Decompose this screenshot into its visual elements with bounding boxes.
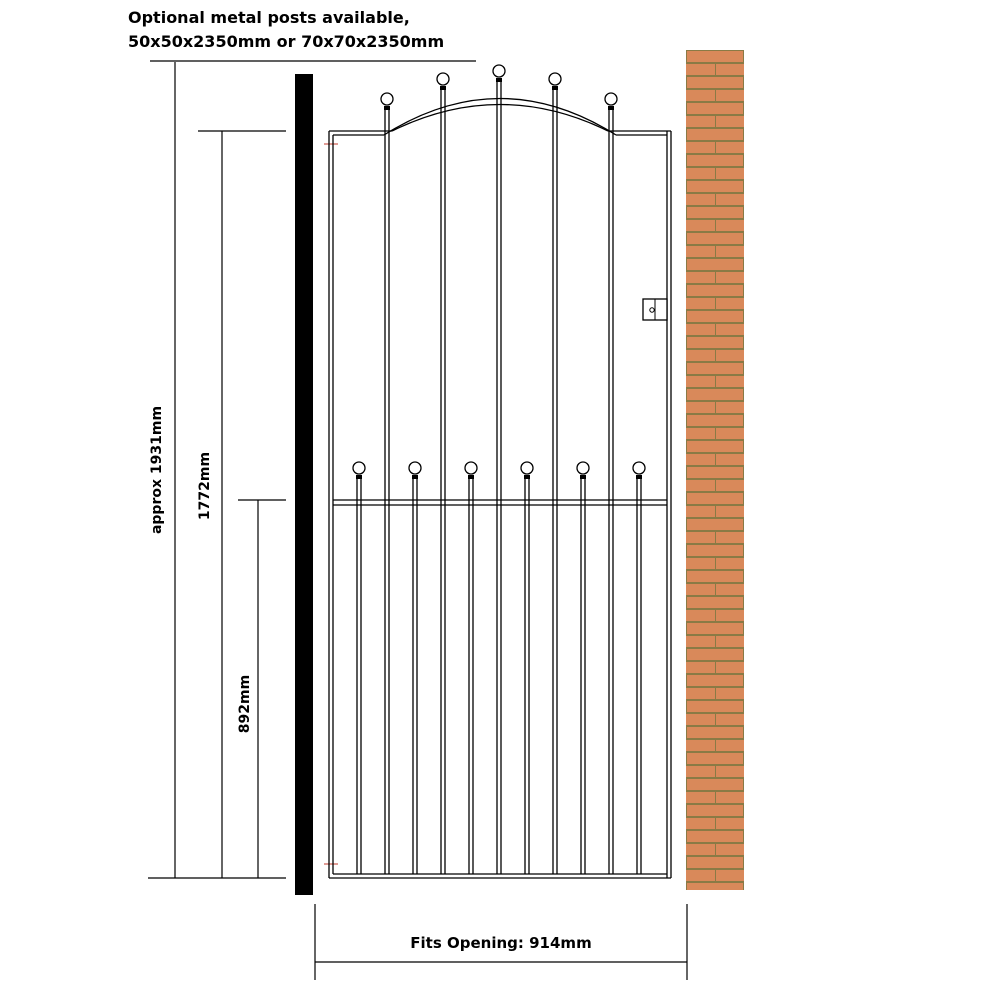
finial-ball-icon (549, 73, 561, 85)
tall-bars (385, 78, 613, 874)
finial-ball-icon (577, 462, 589, 474)
top-finials (381, 65, 617, 110)
finial-ball-icon (409, 462, 421, 474)
lower-section-dimension (237, 500, 286, 878)
lower-finials (353, 462, 645, 479)
finial-ball-icon (521, 462, 533, 474)
note-line-1: Optional metal posts available, (128, 8, 410, 27)
frame-height-dimension (197, 131, 286, 878)
finial-ball-icon (493, 65, 505, 77)
latch-icon (643, 299, 667, 320)
opening-width-dimension (315, 904, 687, 980)
short-bars (357, 478, 641, 874)
opening-width-label: Fits Opening: 914mm (410, 934, 592, 952)
finial-ball-icon (437, 73, 449, 85)
brick-pier (686, 50, 744, 890)
overall-height-dimension (148, 62, 286, 878)
finial-ball-icon (353, 462, 365, 474)
frame-height-label: 1772mm (197, 451, 213, 521)
overall-height-label: approx 1931mm (149, 405, 165, 535)
gate-frame (329, 99, 671, 879)
finial-ball-icon (381, 93, 393, 105)
note-line-2: 50x50x2350mm or 70x70x2350mm (128, 32, 445, 51)
lower-section-label: 892mm (237, 674, 253, 734)
finial-ball-icon (605, 93, 617, 105)
finial-ball-icon (633, 462, 645, 474)
hinge-post (295, 74, 313, 895)
finial-ball-icon (465, 462, 477, 474)
